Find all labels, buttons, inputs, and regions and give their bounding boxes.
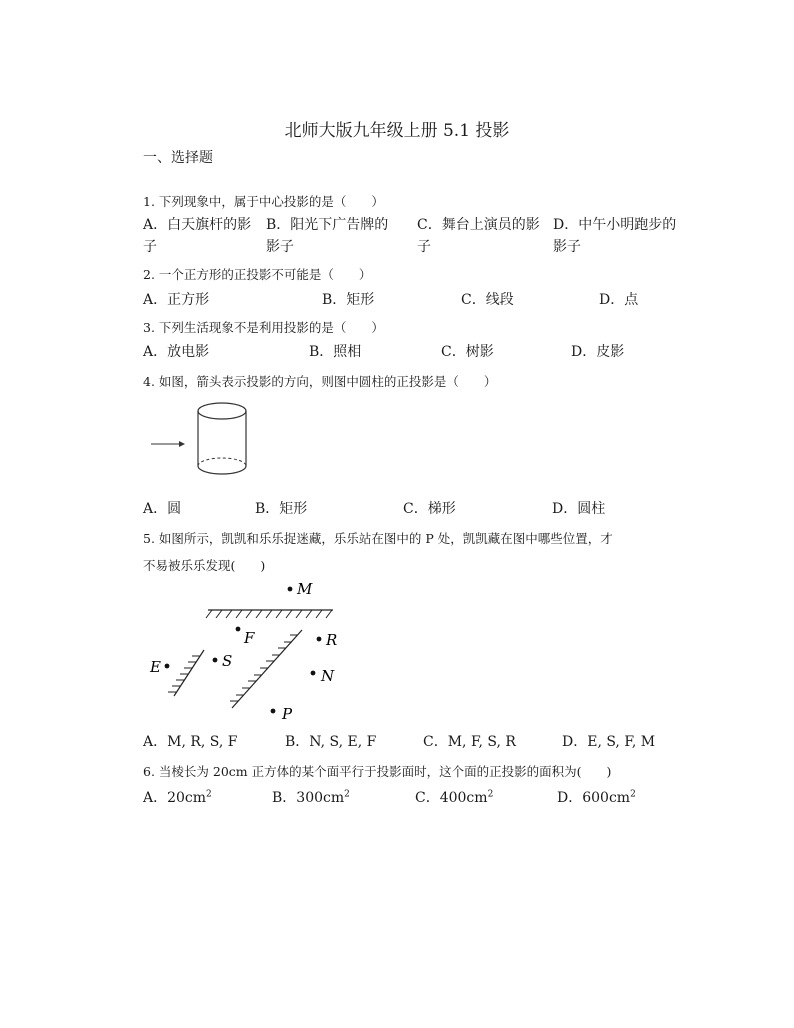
q1-option-b-line1: B．阳光下广告牌的 xyxy=(266,217,389,233)
question-5-stem-line1: 5. 如图所示，凯凯和乐乐捉迷藏，乐乐站在图中的 P 处，凯凯藏在图中哪些位置，才 xyxy=(143,531,613,546)
left-wall-hatch xyxy=(168,656,200,692)
q6-option-a: A．$20cm^2$ xyxy=(143,789,212,806)
q1-option-b-line2: 影子 xyxy=(266,239,294,255)
question-6-stem: 6. 当棱长为 20cm 正方体的某个面平行于投影面时，这个面的正投影的面积为( ) xyxy=(143,764,612,779)
point-f xyxy=(236,627,241,632)
question-4-stem: 4. 如图，箭头表示投影的方向，则图中圆柱的正投影是（ ） xyxy=(143,374,497,389)
label-p: P xyxy=(282,705,293,723)
q2-option-a: A．正方形 xyxy=(143,292,210,308)
q1-option-a-line2: 子 xyxy=(143,239,157,255)
label-m: M xyxy=(297,580,313,598)
q3-option-a: A．放电影 xyxy=(143,344,210,360)
cylinder-bottom-back xyxy=(198,458,246,466)
q4-option-c: C．梯形 xyxy=(403,501,456,517)
point-m xyxy=(288,587,293,592)
cylinder-figure xyxy=(143,398,253,484)
hide-and-seek-figure xyxy=(140,575,360,725)
middle-wall-hatch xyxy=(230,635,298,701)
question-3-stem: 3. 下列生活现象不是利用投影的是（ ） xyxy=(143,320,384,335)
top-wall-hatch xyxy=(206,610,332,618)
q5-option-c: C．M, F, S, R xyxy=(423,734,516,750)
q2-option-c: C．线段 xyxy=(461,292,514,308)
q3-option-b: B．照相 xyxy=(309,344,362,360)
left-wall xyxy=(174,650,204,696)
point-r xyxy=(317,637,322,642)
question-1-stem: 1. 下列现象中，属于中心投影的是（ ） xyxy=(143,194,384,209)
q5-option-b: B．N, S, E, F xyxy=(285,734,377,750)
q6-option-b-exponent: 2 xyxy=(344,789,350,800)
q5-option-a: A．M, R, S, F xyxy=(143,734,238,750)
q1-option-c-line2: 子 xyxy=(417,239,431,255)
point-e xyxy=(165,664,170,669)
q2-option-d: D．点 xyxy=(599,292,639,308)
q1-option-a-line1: A．白天旗杆的影 xyxy=(143,217,252,233)
q1-option-d-line1: D．中午小明跑步的 xyxy=(553,217,677,233)
q6-option-a-exponent: 2 xyxy=(206,789,212,800)
q4-option-d: D．圆柱 xyxy=(552,501,606,517)
q1-option-d-line2: 影子 xyxy=(553,239,581,255)
label-f: F xyxy=(244,629,255,647)
question-5-stem-line2: 不易被乐乐发现( ) xyxy=(143,558,266,573)
q2-option-b: B．矩形 xyxy=(322,292,375,308)
section-heading: 一、选择题 xyxy=(143,150,213,166)
point-p xyxy=(271,709,276,714)
q6-option-d-exponent: 2 xyxy=(630,789,636,800)
q4-option-a: A．圆 xyxy=(143,501,182,517)
q6-option-d: D．$600cm^2$ xyxy=(557,789,636,806)
point-n xyxy=(311,671,316,676)
q5-option-d: D．E, S, F, M xyxy=(562,734,656,750)
point-s xyxy=(213,658,218,663)
label-n: N xyxy=(321,667,335,685)
projection-arrow-head xyxy=(179,441,185,447)
q4-option-b: B．矩形 xyxy=(255,501,308,517)
cylinder-top xyxy=(198,403,246,419)
cylinder-bottom-front xyxy=(198,466,246,474)
q6-option-c-exponent: 2 xyxy=(487,789,494,800)
q6-option-b: B．$300cm^2$ xyxy=(272,789,350,806)
q3-option-c: C．树影 xyxy=(441,344,494,360)
q6-option-c: C．$400cm^2$ xyxy=(415,789,494,806)
document-title: 北师大版九年级上册 5.1 投影 xyxy=(284,121,510,141)
q1-option-c-line1: C．舞台上演员的影 xyxy=(417,217,540,233)
label-e: E xyxy=(150,658,161,676)
label-r: R xyxy=(326,631,338,649)
q3-option-d: D．皮影 xyxy=(571,344,625,360)
question-2-stem: 2. 一个正方形的正投影不可能是（ ） xyxy=(143,267,372,282)
label-s: S xyxy=(222,652,233,670)
